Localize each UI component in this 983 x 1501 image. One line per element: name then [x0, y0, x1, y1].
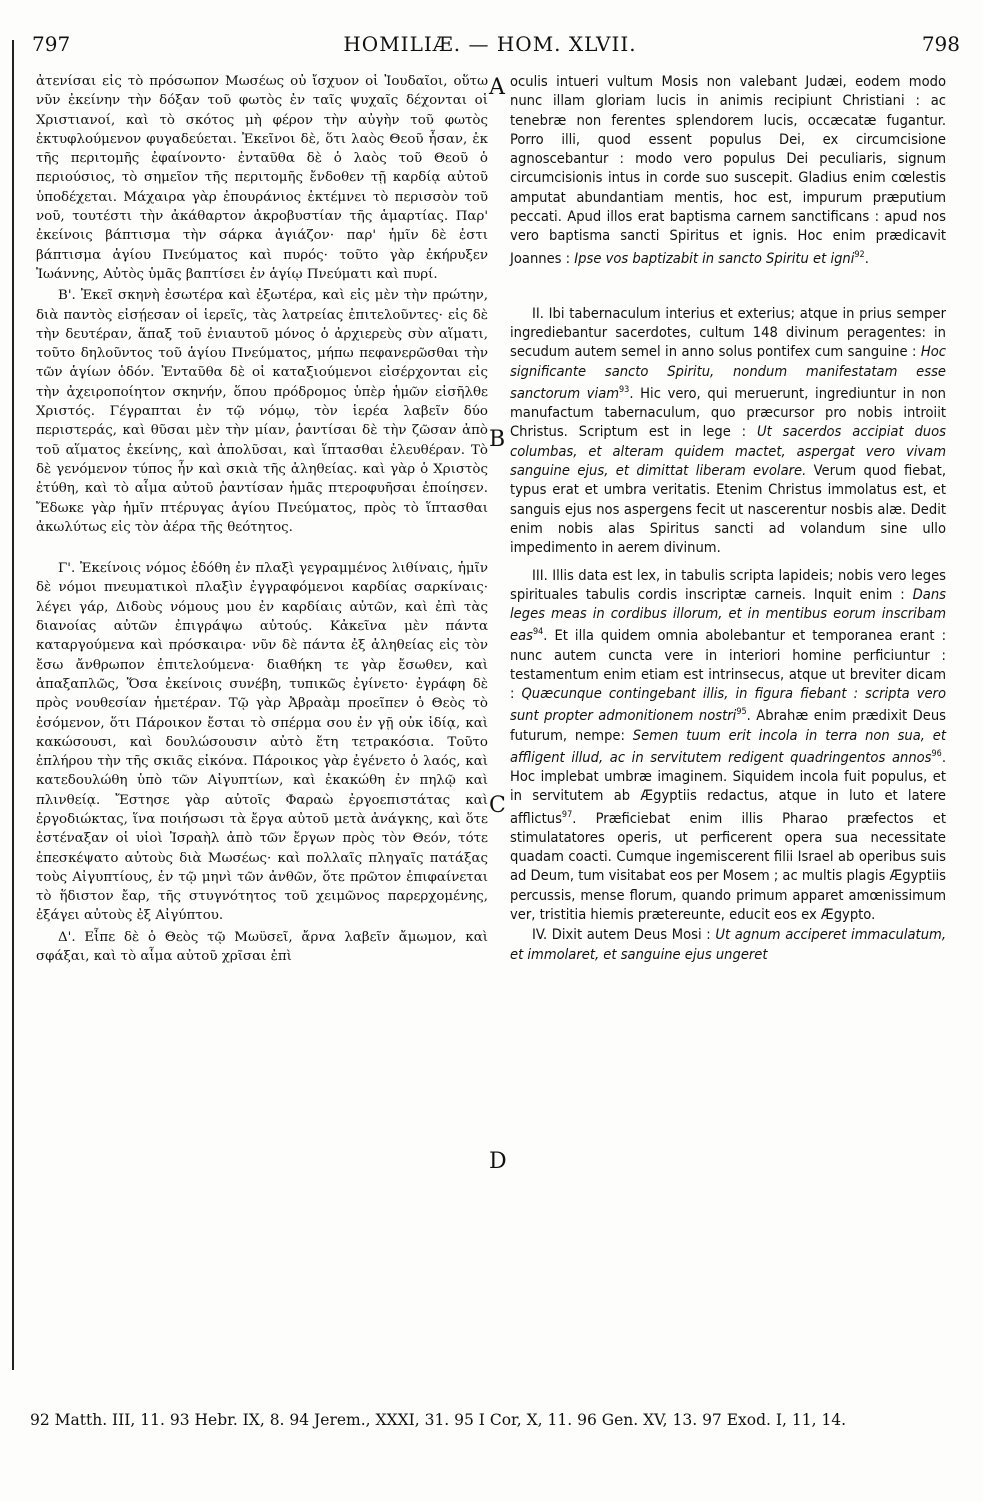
footnote-ref: 92 [854, 249, 865, 260]
page-number-left: 797 [32, 32, 71, 56]
latin-text: oculis intueri vultum Mosis non valebant Judæi, eodem modo nunc illam gloriam lucis in animis recipiunt Christiani : ac tenebræ non ferentes splendorem lucis, occæcatæ fugantur. Porro illi, quod essent populus Dei, ex circumcisione agnoscebantur : modo vero populus Dei peculiaris, signum circumcisionis intus in corde suo suscepit. Gladius enim cœlestis amputat abundantiam mentis, hoc est, impurum præputium peccati. Apud illos erat baptisma carnem sanctificans : apud nos vero baptisma sancti Spiritus et ignis. Hoc enim prædicavit Joannes : [510, 73, 946, 267]
latin-paragraph-4 [510, 925, 946, 964]
latin-text: . [864, 249, 869, 267]
greek-paragraph-4: Δ'. Εἶπε δὲ ὁ Θεὸς τῷ Μωϋσεῖ, ἄρνα λαβεῖν ἄμωμον, καὶ σφάξαι, καὶ τὸ αἷμα αὐτοῦ χρῖσαι ἐπὶ [36, 929, 488, 965]
scripture-quote: Dans leges meas in cordibus illorum, et in mentibus eorum inscribam eas [510, 585, 946, 645]
scripture-quote: Quæcunque contingebant illis, in figura fiebant : scripta vero sunt propter admonitionem nostri [510, 685, 946, 725]
scripture-quote: Ut sacerdos accipiat duos columbas, et alteram quidem mactet, aspergat vero vivam sanguine ejus, et dimittat liberam evolare. [510, 423, 947, 480]
footnote-ref: 96 [931, 748, 942, 759]
footnote-ref: 93 [619, 385, 630, 396]
latin-text: Verum quod fiebat, typus erat et umbra veritatis. Etenim Christus immolatus est, et sanguis ejus nos aspergens fecit ut nascerentur nosbis alæ. Dedit enim nobis alas Spiritus sancti ad volandum sine ullo impedimento in aerem divinum. [510, 462, 946, 557]
latin-text: III. Illis data est lex, in tabulis scripta lapideis; nobis vero leges spirituales tabulis cordis inscriptæ carneis. Inquit enim : [510, 566, 946, 603]
footnote-ref: 94 [532, 627, 544, 638]
greek-paragraph-2: Β'. Ἐκεῖ σκηνὴ ἐσωτέρα καὶ ἐξωτέρα, καὶ εἰς μὲν τὴν πρώτην, διὰ παντὸς εἰσῄεσαν οἱ ἱερεῖς, τὰς λατρείας ἐπιτελοῦντες· εἰς δὲ τὴν δευτέραν, ἅπαξ τοῦ ἐνιαυτοῦ μόνος ὁ ἀρχιερεὺς σὺν αἵματι, τοῦτο δηλοῦντος τοῦ ἁγίου Πνεύματος, μήπω πεφανερῶσθαι τὴν τῶν ἁγίων ὁδόν. Ἐνταῦθα δὲ οἱ καταξιούμενοι εἰσέρχονται εἰς τὴν ἀχειροποίητον σκηνήν, ὅπου πρόδρομος ὑπὲρ ἡμῶν εἰσῆλθε Χριστός. Γέγραπται ἐν τῷ νόμῳ, τὸν ἱερέα λαβεῖν δύο περιστεράς, καὶ θῦσαι μὲν τὴν μίαν, ῥαντίσαι δὲ τὴν ζῶσαν ἀπὸ τοῦ αἵματος ἐκείνης, καὶ ἀπολῦσαι, καὶ ἵπτασθαι ἐλευθέραν. Τὸ δὲ γενόμενον τύπος ἦν καὶ σκιὰ τῆς ἀληθείας. καὶ γὰρ ὁ Χριστὸς ἐτύθη, καὶ τὸ αἷμα αὐτοῦ ῥαντίσαν ἡμᾶς πτεροφυῆσαι ἐποίησεν. Ἔδωκε γὰρ ἡμῖν πτέρυγας ἁγίου Πνεύματος, πρὸς τὸ ἵπτασθαι ἀκωλύτως εἰς τὸν ἀέρα τῆς θεότητος. [36, 288, 488, 535]
greek-column [36, 72, 488, 966]
latin-text: . Hoc implebat umbræ imaginem. Siquidem incola fuit populus, et in servitutem ab Ægyptiis redactus, atque in luto et latere afflictus [510, 748, 946, 827]
latin-text: . Hic vero, qui meruerunt, ingrediuntur in non manufactum tabernaculum, quo præcursor pro nobis introiit Christus. Scriptum est in lege : [510, 384, 946, 441]
scripture-quote: Ipse vos baptizabit in sancto Spiritu et igni [574, 249, 855, 267]
footnote-ref: 95 [736, 707, 747, 718]
latin-text: II. Ibi tabernaculum interius et exterius; atque in prius semper ingrediebantur sacerdotes, cultum 148 divinum peragentes: in secudum autem semel in anno solus pontifex cum sanguine : [510, 304, 946, 361]
section-marker-d: D [489, 1149, 507, 1174]
section-marker-c: C [489, 793, 506, 818]
running-title: HOMILIÆ. — HOM. XLVII. [343, 32, 637, 56]
margin-rule [12, 40, 14, 1370]
section-marker-a: A [489, 75, 505, 100]
greek-paragraph-1: ἀτενίσαι εἰς τὸ πρόσωπον Μωσέως οὐ ἴσχυον οἱ Ἰουδαῖοι, οὕτω νῦν ἐκείνην τὴν δόξαν τοῦ φωτὸς ἐν ταῖς ψυχαῖς δέχονται οἱ Χριστιανοί, καὶ τὸ σκότος μὴ φέρον τὴν αὐγὴν τοῦ φωτὸς ἐκτυφλούμενον φυγαδεύεται. Ἐκεῖνοι δὲ, ὅτι λαὸς Θεοῦ ἦσαν, ἐκ τῆς περιτομῆς ἐφαίνοντο· ἐνταῦθα δὲ ὁ λαὸς τοῦ Θεοῦ ὁ περιούσιος, τὸ σημεῖον τῆς περιτομῆς ἔνδοθεν τῇ καρδίᾳ αὐτοῦ ὑποδέχεται. Μάχαιρα γὰρ ἐπουράνιος ἐκτέμνει τὸ περισσὸν τοῦ νοῦ, τουτέστι τὴν ἀκάθαρτον ἀκροβυστίαν τῆς ἁμαρτίας. Παρ' ἐκείνοις βάπτισμα τὴν σάρκα ἁγιάζον· παρ' ἡμῖν δὲ ἐστι βάπτισμα ἁγίου Πνεύματος καὶ πυρός· τοῦτο γὰρ ἐκήρυξεν Ἰωάννης, Αὐτὸς ὑμᾶς βαπτίσει ἐν ἁγίῳ Πνεύματι καὶ πυρί. [36, 74, 488, 282]
latin-text: IV. Dixit autem Deus Mosi : [532, 926, 716, 944]
footnote-ref: 97 [561, 809, 573, 820]
footnotes: 92 Matth. III, 11. 93 Hebr. IX, 8. 94 Jerem., XXXI, 31. 95 I Cor, X, 11. 96 Gen. XV, 13. 97 Exod. I, 11, 14. [30, 1411, 847, 1429]
latin-paragraph-3 [510, 566, 946, 925]
latin-text: . Abrahæ enim prædixit Deus futurum, nempe: [510, 707, 946, 744]
latin-text: . Et illa quidem omnia abolebantur et temporanea erant : nunc autem cuncta vere in interiori homine perficiuntur : testamentum enim etiam est intrinsecus, atque ut breviter dicam : [510, 627, 946, 703]
page-number-right: 798 [921, 32, 960, 56]
latin-paragraph-1 [510, 72, 946, 268]
latin-text: . Præficiebat enim illis Pharao præfectos et stimulatatores operis, ut perficerent opera sua necessitate quadam coacti. Cumque ingemiscerent filii Israel ab operibus suis ad Deum, tum visitabat eos per Mosem ; ac multis plagis Ægyptiis percussis, mense florum, quando primum apparet amœnissimum ver, tristitia hiemis prætereunte, educit eos ex Ægypto. [510, 809, 946, 924]
scripture-quote: Ut agnum acciperet immaculatum, et immolaret, et sanguine ejus ungeret [510, 926, 946, 963]
greek-paragraph-3: Γ'. Ἐκείνοις νόμος ἐδόθη ἐν πλαξὶ γεγραμμένος λιθίναις, ἡμῖν δὲ νόμοι πνευματικοὶ πλαξὶν ἐγγραφόμενοι καρδίας σαρκίναις· λέγει γάρ, Διδοὺς νόμους μου ἐν καρδίαις αὐτῶν, καὶ ἐπὶ τὰς διανοίας αὐτῶν ἐπιγράψω αὐτούς. Κἀκεῖνα μὲν πάντα καταργούμενα καὶ πρόσκαιρα· νῦν δὲ πάντα ἐξ ἀληθείας εἰς τὸν ἔσω ἄνθρωπον ἐπιτελούμενα· διαθήκη τε γὰρ ἔσωθεν, καὶ ἁπαξαπλῶς, Ὅσα ἐκείνοις συνέβη, τυπικῶς ἐγίνετο· ἐγράφη δὲ πρὸς νουθεσίαν ἡμετέραν. Τῷ γὰρ Ἀβραὰμ προεῖπεν ὁ Θεὸς τὸ ἐσόμενον, ὅτι Πάροικον ἔσται τὸ σπέρμα σου ἐν γῇ οὐκ ἰδίᾳ, καὶ κακώσουσι, καὶ δουλώσουσιν αὐτὸ ἔτη τετρακόσια. Τοῦτο ἐπλήρου τὴν τῆς σκιᾶς εἰκόνα. Πάροικος γὰρ ἐγένετο ὁ λαός, καὶ κατεδουλώθη ὑπὸ τῶν Αἰγυπτίων, καὶ ἐκακώθη ἐν πηλῷ καὶ πλινθείᾳ. Ἔστησε γὰρ αὐτοῖς Φαραὼ ἐργοεπιστάτας καὶ ἐργοδιώκτας, ἵνα ποιήσωσι τὰ ἔργα αὐτοῦ μετὰ ἀνάγκης, καὶ ὅτε ἐστέναξαν οἱ υἱοὶ Ἰσραὴλ ἀπὸ τῶν ἔργων πρὸς τὸν Θεόν, τότε ἐπεσκέψατο αὐτοὺς διὰ Μωσέως· καὶ πολλαῖς πληγαῖς πατάξας τοὺς Αἰγυπτίους, ἐν τῷ μηνὶ τῶν ἀνθῶν, ὅτε πρῶτον ἐπιφαίνεται τὸ ἥδιστον ἔαρ, τῆς στυγνότητος τοῦ χειμῶνος παρερχομένης, ἐξάγει αὐτοὺς ἐξ Αἰγύπτου. [36, 561, 488, 924]
latin-column [510, 72, 946, 964]
page-header [20, 30, 960, 60]
scripture-quote: Hoc significante sancto Spiritu, nondum manifestatam esse sanctorum viam [510, 343, 946, 402]
scripture-quote: Semen tuum erit incola in terra non sua, et affligent illud, ac in servitutem redigent quadringentos annos [510, 726, 946, 766]
latin-paragraph-2 [510, 304, 946, 558]
section-marker-b: B [489, 427, 506, 452]
